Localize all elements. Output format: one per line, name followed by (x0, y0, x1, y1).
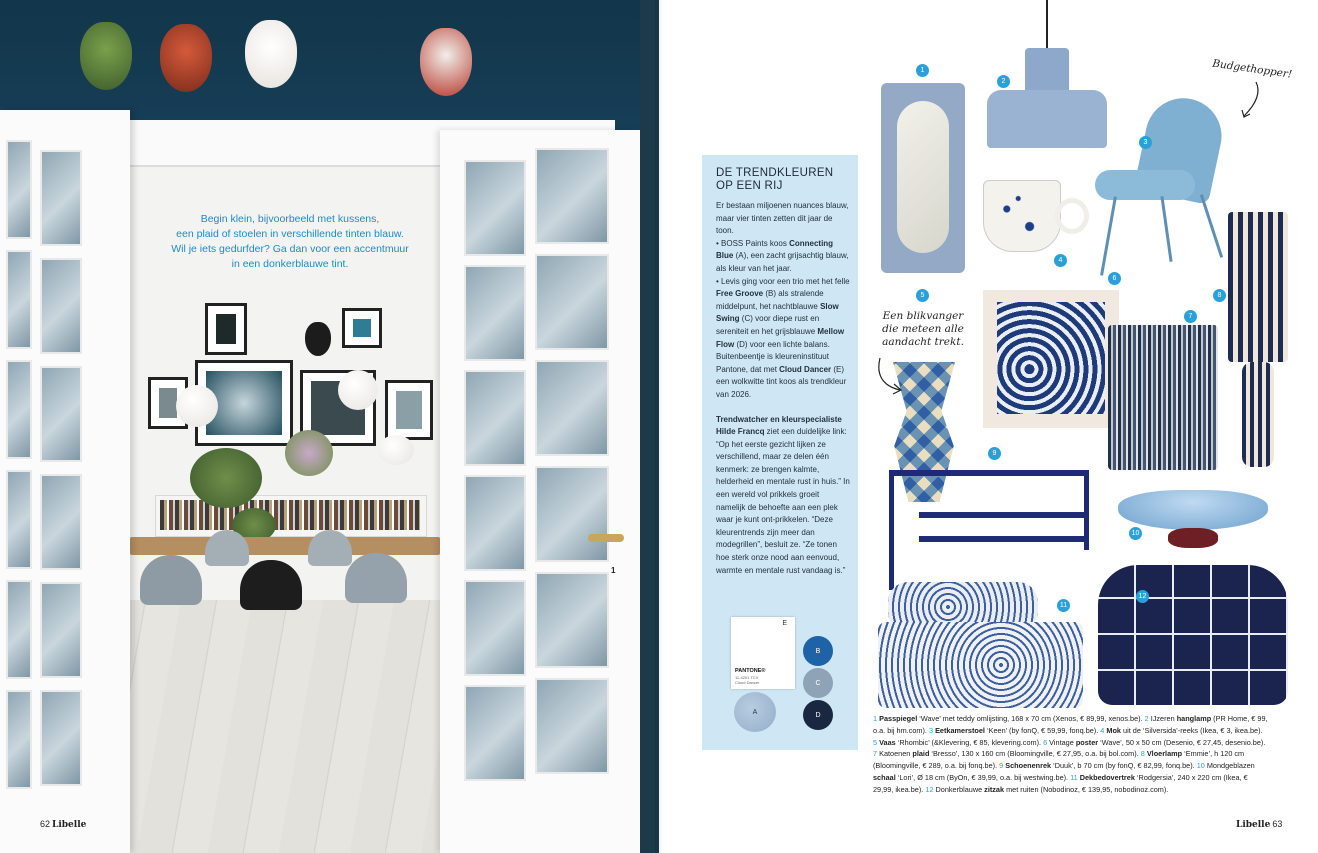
boss-text: • BOSS Paints koos (716, 238, 790, 248)
boss-text: (A), een zacht grijsachtig blauw, als kleur van het jaar. (716, 251, 849, 273)
swatch-d (803, 700, 833, 730)
chair-grey-4 (308, 530, 352, 566)
credit-product: Passpiegel (879, 714, 918, 723)
product-poster (983, 290, 1119, 428)
arrow-icon (874, 356, 908, 396)
credit-product: plaid (912, 749, 930, 759)
product-number-badge: 6 (1108, 272, 1121, 285)
brand-logo: Libelle (1236, 820, 1271, 830)
credit-number: 8 (1140, 749, 1145, 759)
credit-product: zitzak (984, 784, 1005, 794)
pantone-name: Cloud Dancer (735, 680, 760, 685)
product-number-badge: 5 (916, 289, 929, 302)
plant-flowers (285, 430, 333, 476)
product-number-badge: 12 (1136, 590, 1149, 603)
levis-text: (B) als stralende middelpunt, het nachtblauwe (716, 289, 824, 311)
caption-line: Begin klein, bijvoorbeeld met kussens, (200, 213, 380, 225)
chair-grey-2 (345, 553, 407, 603)
credit-number: 11 (1070, 772, 1078, 782)
credit-number: 9 (999, 761, 1004, 771)
product-plaid (1108, 325, 1218, 470)
page-number: 62 (40, 819, 51, 829)
note-line: die meteen alle (882, 323, 964, 335)
color-name: Slow Swing (716, 301, 839, 324)
swatch-b (803, 636, 833, 666)
trend-title-line: OP EEN RIJ (716, 180, 783, 192)
art-frame-window (385, 380, 433, 440)
door-handle (588, 534, 624, 542)
credit-number: 7 (873, 749, 878, 759)
product-number-badge: 7 (1184, 310, 1197, 323)
credit-text: ‘Keen’ (by fonQ, € 59,99, fonq.be). (984, 725, 1101, 735)
note-line: Een blikvanger (882, 310, 964, 322)
credit-text: Katoenen (877, 749, 913, 759)
product-shoe-rack (889, 470, 1089, 590)
credit-text: ‘Wave’ met teddy omlijsting, 168 x 70 cm (Xenos, € 89,99, xenos.be). (917, 714, 1145, 723)
credit-product: poster (1075, 737, 1099, 747)
art-frame-penguin (342, 308, 382, 348)
credit-text: met ruiten (Nobodinoz, € 139,95, nobodinoz.com). (1004, 784, 1169, 794)
table-lamp (378, 435, 414, 465)
caption-line: een plaid of stoelen in verschillende tinten blauw. (176, 228, 404, 240)
credit-text: Mondgeblazen (1204, 761, 1255, 771)
credit-number: 4 (1100, 725, 1105, 735)
product-number-badge: 3 (1139, 136, 1152, 149)
door-right (440, 130, 640, 853)
records (160, 500, 420, 530)
product-number-badge: 8 (1213, 289, 1226, 302)
levis-text: • Levis ging voor een trio met het felle (716, 276, 850, 286)
credit-text: IJzeren (1148, 714, 1177, 723)
door-number-label: 1 (611, 566, 616, 575)
credit-text: ‘Rodgersia’, 240 x 220 cm (Ikea, € 29,99, ikea.be). (873, 772, 1248, 794)
credit-text: Vintage (1047, 737, 1076, 747)
credit-text: ‘Wave’, 50 x 50 cm (Desenio, € 27,45, desenio.be). (1098, 737, 1266, 747)
mask-black-small (305, 322, 331, 356)
credit-product: Schoenenrek (1005, 761, 1052, 771)
product-credits (873, 713, 1268, 796)
mask-green-leopard (80, 22, 132, 90)
product-number-badge: 1 (916, 64, 929, 77)
levis-text: (C) voor diepe rust en sereniteit en het grijsblauwe (716, 314, 820, 336)
page-number: 63 (1272, 819, 1283, 829)
quote-text: ziet een duidelijke link: “Op het eerste gezicht lijken ze verschillend, maar ze delen één kenmerk: ze brengen kalmte, helderheid en mentale rust in huis.” In een wereld vol prikkels groeit namelijk de behoefte aan een plek waar je kunt ont-prikkelen. “Deze kleurentrends zijn meer dan modegrillen”, besluit ze. “Ze tonen hoe sterk onze nood aan eenvoud, warmte en mentale rust vandaag is.” (716, 427, 850, 575)
swatch-c (803, 668, 833, 698)
swatch-letter: E (782, 620, 787, 627)
color-name: Connecting Blue (716, 238, 834, 261)
product-hanging-lamp-shade (987, 48, 1107, 152)
chair-grey-3 (205, 530, 249, 566)
gutter-shadow (655, 0, 663, 853)
pantone-subtext (735, 675, 759, 685)
budget-hopper-note: Budgethopper! (1211, 57, 1293, 81)
product-number-badge: 4 (1054, 254, 1067, 267)
levis-text: (D) voor een lichte balans. Buitenbeentje is kleureninstituut Pantone, dat met (716, 339, 830, 374)
product-number-badge: 2 (997, 75, 1010, 88)
eye-catcher-note (882, 310, 964, 349)
dining-table (130, 537, 440, 555)
product-mirror (881, 83, 965, 273)
credit-text: (PR Home, € 99, o.a. bij hm.com). (873, 714, 1268, 735)
caption-line: Wil je iets gedurfder? Ga dan voor een accentmuur (171, 243, 409, 255)
product-floor-lamp (1228, 212, 1288, 472)
credit-number: 10 (1196, 761, 1205, 771)
plant-bouquet (190, 448, 262, 508)
credit-product: Eetkamerstoel (935, 725, 985, 735)
credit-number: 1 (873, 714, 878, 723)
chair-black (240, 560, 302, 610)
credit-number: 3 (928, 725, 934, 735)
door-left (0, 110, 130, 853)
credit-product: Vaas (879, 737, 896, 747)
trend-body (716, 200, 850, 589)
pantone-label: PANTONE® (735, 668, 766, 674)
credit-number: 2 (1144, 714, 1149, 723)
credit-product: Vloerlamp (1146, 749, 1183, 759)
credit-product: Mok (1106, 725, 1121, 735)
intro-text: Er bestaan miljoenen nuances blauw, maar vier tinten zetten dit jaar de toon. (716, 201, 849, 236)
product-mug (983, 180, 1083, 252)
caption-line: in een donkerblauwe tint. (231, 258, 349, 270)
product-beanbag (1098, 565, 1288, 705)
art-frame-geometric (205, 303, 247, 355)
product-bowl (1118, 490, 1268, 555)
photo-caption (140, 212, 440, 272)
credit-number: 12 (925, 784, 934, 794)
credit-product: Dekbedovertrek (1079, 772, 1135, 782)
note-line: aandacht trekt. (882, 336, 964, 348)
credit-text: ‘Duuk’, b 70 cm (by fonQ, € 82,99, fonq.be). (1051, 761, 1197, 771)
credit-number: 5 (873, 737, 878, 747)
globe-lamp-right (338, 370, 378, 410)
mask-white-fox (245, 20, 297, 88)
trend-paragraph-2 (716, 414, 850, 578)
credit-text: ‘Emmie’, h 120 cm (Bloomingville, € 289, o.a. bij fonq.be). (873, 749, 1245, 771)
trend-title (716, 167, 848, 193)
left-folio (40, 819, 86, 830)
chair-grey-1 (140, 555, 202, 605)
credit-number: 6 (1043, 737, 1048, 747)
product-chair (1095, 98, 1230, 278)
swatch-letter: A (752, 708, 758, 716)
color-name: Cloud Dancer (779, 364, 832, 374)
product-number-badge: 10 (1129, 527, 1142, 540)
trend-paragraph-1 (716, 200, 850, 402)
swatch-a (734, 692, 776, 732)
credit-text: uit de ‘Silversida’-reeks (Ikea, € 3, ikea.be). (1121, 725, 1263, 735)
credit-text: Donkerblauwe (933, 784, 985, 794)
product-number-badge: 11 (1057, 599, 1070, 612)
product-bedding (878, 582, 1083, 710)
credit-product: schaal (873, 772, 896, 782)
credit-text: ‘Lori’, Ø 18 cm (ByOn, € 39,99, o.a. bij westwing.be). (895, 772, 1071, 782)
product-hanging-lamp (1046, 0, 1048, 48)
credit-text: ‘Bresso’, 130 x 160 cm (Bloomingville, € 27,95, o.a. bij bol.com). (929, 749, 1141, 759)
credit-text: ‘Rhombic’ (&Klevering, € 85, klevering.com). (895, 737, 1044, 747)
expert-name: Trendwatcher en kleurspecialiste Hilde Francq (716, 414, 842, 437)
color-name: Free Groove (716, 289, 764, 299)
mask-red-demon (160, 24, 212, 92)
color-name: Mellow Flow (716, 326, 845, 349)
globe-lamp-left (176, 385, 218, 427)
pantone-code: 11-4201 TCX (735, 675, 759, 680)
credit-product: hanglamp (1176, 714, 1212, 723)
arrow-icon (1236, 80, 1266, 120)
swatch-letter: B (815, 647, 821, 655)
swatch-letter: D (815, 711, 821, 719)
product-number-badge: 9 (988, 447, 1001, 460)
mask-red-white (420, 28, 472, 96)
right-folio (1236, 819, 1282, 830)
trend-title-line: DE TRENDKLEUREN (716, 167, 834, 179)
brand-logo: Libelle (52, 820, 87, 830)
swatch-letter: C (815, 679, 821, 687)
levis-text: (E) een wolkwitte tint koos als trendkleur van 2026. (716, 364, 847, 399)
pantone-card (731, 617, 795, 689)
